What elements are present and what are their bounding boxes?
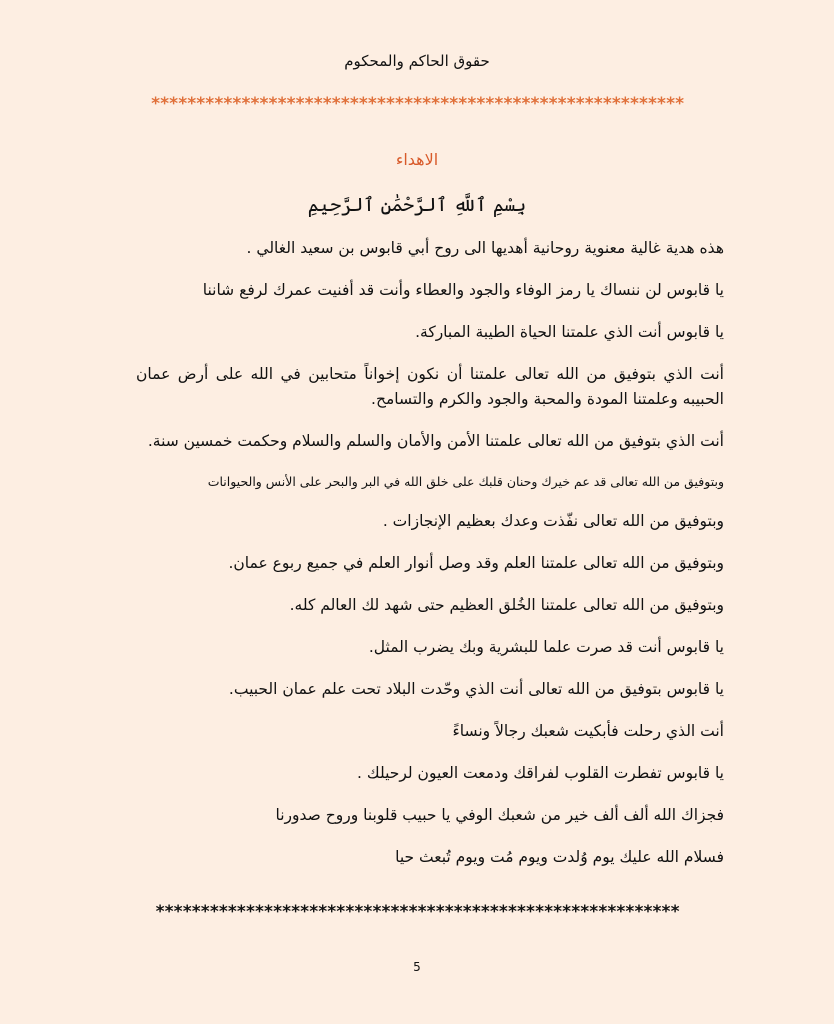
running-header: حقوق الحاكم والمحكوم: [344, 52, 490, 70]
paragraph: يا قابوس أنت قد صرت علما للبشرية وبك يضرب المثل.: [368, 638, 724, 656]
top-separator: ***********************************************************: [150, 94, 684, 114]
paragraph: وبتوفيق من الله تعالى علمتنا الخُلق العظيم حتى شهد لك العالم كله.: [289, 596, 724, 614]
paragraph: وبتوفيق من الله تعالى قد عم خيرك وحنان قلبك على خلق الله في البر والبحر على الأنس والحيوانات: [207, 474, 724, 489]
paragraph: هذه هدية غالية معنوية روحانية أهديها الى روح أبي قابوس بن سعيد الغالي .: [246, 239, 724, 257]
paragraph: يا قابوس لن ننساك يا رمز الوفاء والجود والعطاء وأنت قد أفنيت عمرك لرفع شاننا: [202, 281, 724, 299]
paragraph: أنت الذي بتوفيق من الله تعالى علمتنا أن نكون إخواناً متحابين في الله على أرض عمان الحبيبه وعلمتنا المودة والمحبة والجود والكرم والتسامح.: [136, 365, 724, 408]
page-number: 5: [413, 960, 421, 974]
paragraph: وبتوفيق من الله تعالى نفّذت وعدك بعظيم الإنجازات .: [382, 512, 724, 530]
paragraph: أنت الذي رحلت فأبكيت شعبك رجالاً ونساءً: [452, 722, 724, 740]
paragraph: يا قابوس بتوفيق من الله تعالى أنت الذي وحّدت البلاد تحت علم عمان الحبيب.: [228, 680, 724, 698]
paragraph: يا قابوس تفطرت القلوب لفراقك ودمعت العيون لرحيلك .: [357, 764, 724, 782]
basmala-calligraphy: بِسْمِ ٱللَّهِ ٱلرَّحْمَٰنِ ٱلرَّحِيمِ: [307, 194, 527, 216]
paragraph: أنت الذي بتوفيق من الله تعالى علمتنا الأمن والأمان والسلم والسلام وحكمت خمسين سنة.: [147, 432, 724, 450]
bottom-separator: **********************************************************: [154, 902, 680, 922]
paragraph: فسلام الله عليك يوم وُلدت ويوم مُت ويوم تُبعث حيا: [395, 848, 724, 866]
paragraph: وبتوفيق من الله تعالى علمتنا العلم وقد وصل أنوار العلم في جميع ربوع عمان.: [228, 554, 724, 572]
dedication-body: [136, 236, 724, 887]
paragraph: فجزاك الله ألف ألف خير من شعبك الوفي يا حبيب قلوبنا وروح صدورنا: [275, 806, 724, 824]
paragraph: يا قابوس أنت الذي علمتنا الحياة الطيبة المباركة.: [415, 323, 724, 341]
section-title: الاهداء: [395, 150, 439, 169]
